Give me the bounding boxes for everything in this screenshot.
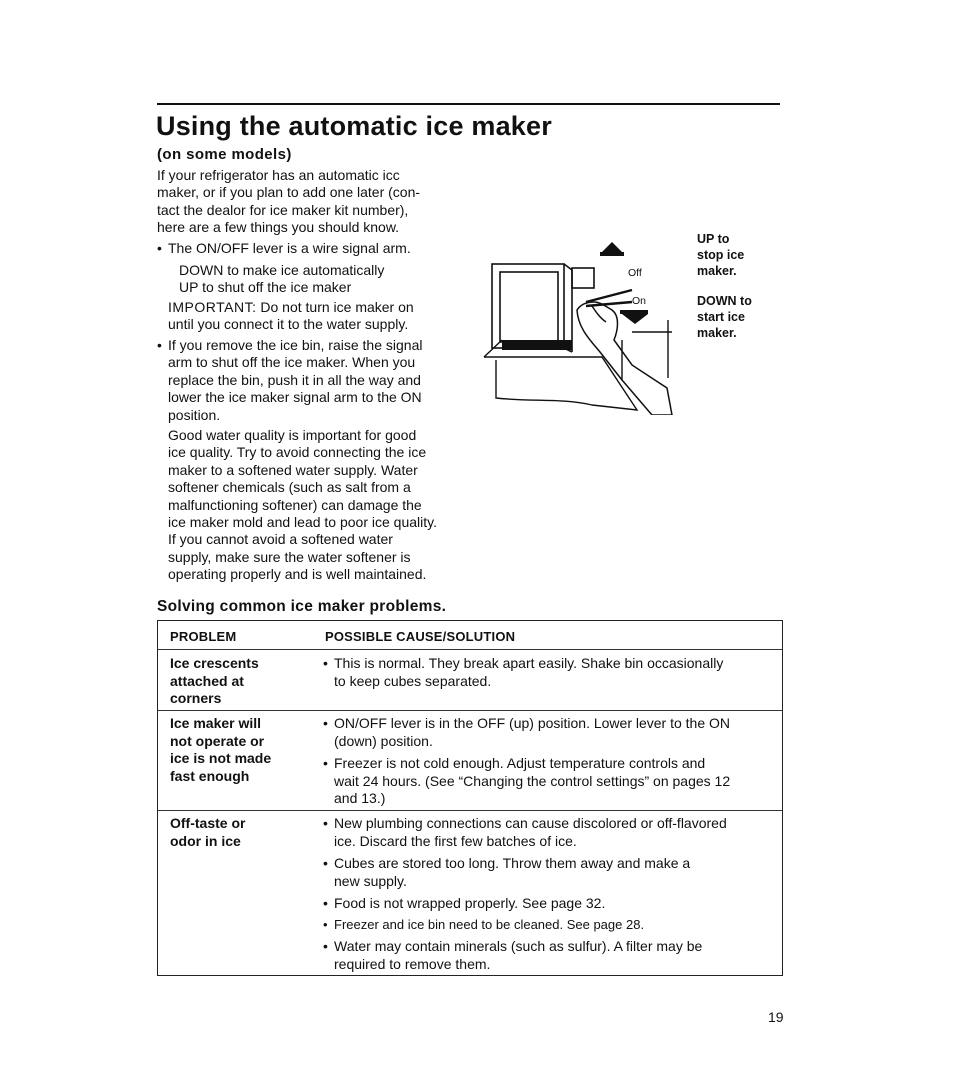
- water-line: supply, make sure the water softener is: [168, 548, 411, 565]
- solution-line: Food is not wrapped properly. See page 32.: [334, 895, 606, 911]
- water-quality-paragraph: [168, 427, 437, 584]
- caption-line: start ice: [697, 310, 745, 324]
- bullet-dot-icon: •: [323, 715, 328, 731]
- on-label: On: [632, 295, 647, 307]
- solution-item: [323, 855, 691, 890]
- bullet-text: The ON/OFF lever is a wire signal arm.: [168, 240, 411, 256]
- solution-line: wait 24 hours. (See “Changing the control settings” on pages 12: [334, 772, 731, 789]
- bullet-dot-icon: •: [157, 337, 162, 353]
- solution-item: [323, 715, 731, 750]
- intro-line: here are a few things you should know.: [157, 219, 400, 236]
- solution-item: [323, 655, 724, 690]
- solution-line: and 13.): [334, 790, 386, 806]
- solution-line: ice. Discard the first few batches of ice.: [334, 832, 577, 849]
- solution-line: required to remove them.: [334, 955, 491, 972]
- intro-paragraph: [157, 167, 420, 237]
- problem-cell: [170, 655, 259, 708]
- down-arrow-icon: [620, 310, 648, 324]
- solution-item: [323, 916, 645, 934]
- problem-line: ice is not made: [170, 750, 272, 766]
- bullet-dot-icon: •: [323, 917, 328, 932]
- important-label: IMPORTANT:: [168, 299, 257, 315]
- caption-line: maker.: [697, 326, 737, 340]
- water-line: Good water quality is important for good: [168, 427, 417, 443]
- solution-item: [323, 815, 727, 850]
- page-subtitle: (on some models): [157, 146, 292, 163]
- section-title: Solving common ice maker problems.: [157, 598, 447, 615]
- up-arrow-icon: [600, 242, 624, 256]
- bullet-dot-icon: •: [323, 655, 328, 671]
- problem-line: not operate or: [170, 732, 265, 749]
- water-line: If you cannot avoid a softened water: [168, 531, 393, 548]
- solution-line: Freezer and ice bin need to be cleaned. See page 28.: [334, 917, 645, 932]
- hand-icon: [577, 302, 672, 415]
- solution-line: New plumbing connections can cause discolored or off-flavored: [334, 815, 727, 831]
- solution-item: [323, 938, 703, 973]
- page-number: 19: [768, 1009, 784, 1025]
- solution-line: Water may contain minerals (such as sulfur). A filter may be: [334, 938, 703, 954]
- header-rule: [157, 103, 780, 105]
- water-line: maker to a softened water supply. Water: [168, 461, 418, 478]
- page-title: Using the automatic ice maker: [156, 111, 552, 141]
- off-label: Off: [628, 267, 642, 279]
- table-divider: [158, 710, 782, 711]
- problem-line: fast enough: [170, 767, 250, 784]
- bullet-line: replace the bin, push it in all the way and: [168, 371, 421, 388]
- important-text: Do not turn ice maker on: [256, 299, 414, 315]
- intro-line: tact the dealor for ice maker kit number),: [157, 201, 409, 218]
- intro-line: If your refrigerator has an automatic icc: [157, 167, 400, 183]
- solution-line: (down) position.: [334, 732, 433, 749]
- bullet-dot-icon: •: [323, 815, 328, 831]
- solution-item: [323, 755, 731, 808]
- problem-line: Ice maker will: [170, 715, 262, 731]
- bullet-lever: [157, 240, 411, 257]
- lever-down-line: DOWN to make ice automatically: [179, 262, 385, 278]
- caption-line: DOWN to: [697, 294, 752, 308]
- solution-line: This is normal. They break apart easily. Shake bin occasionally: [334, 655, 724, 671]
- bullet-dot-icon: •: [323, 755, 328, 771]
- table-divider: [158, 649, 782, 650]
- solution-line: to keep cubes separated.: [334, 672, 492, 689]
- caption-down: [697, 293, 752, 341]
- important-line: until you connect it to the water supply.: [168, 316, 409, 333]
- bullet-dot-icon: •: [323, 855, 328, 871]
- problem-line: Off-taste or: [170, 815, 246, 831]
- important-note: [168, 299, 414, 334]
- problem-cell: [170, 715, 271, 785]
- problem-line: corners: [170, 690, 222, 706]
- caption-line: stop ice: [697, 248, 745, 262]
- water-line: malfunctioning softener) can damage the: [168, 496, 422, 513]
- problem-line: Ice crescents: [170, 655, 259, 671]
- table-divider: [158, 810, 782, 811]
- water-line: ice maker mold and lead to poor ice quality.: [168, 514, 437, 531]
- solution-item: [323, 895, 606, 913]
- problem-table: [157, 620, 783, 976]
- caption-line: UP to: [697, 232, 730, 246]
- bullet-line: position.: [168, 406, 221, 423]
- bullet-line: If you remove the ice bin, raise the signal: [168, 337, 423, 353]
- solution-line: Freezer is not cold enough. Adjust temperature controls and: [334, 755, 706, 771]
- bullet-dot-icon: •: [323, 938, 328, 954]
- water-line: operating properly and is well maintained.: [168, 566, 427, 583]
- bullet-dot-icon: •: [323, 895, 328, 911]
- solution-line: ON/OFF lever is in the OFF (up) position. Lower lever to the ON: [334, 715, 731, 731]
- water-line: ice quality. Try to avoid connecting the ice: [168, 444, 427, 461]
- problem-cell: [170, 815, 245, 850]
- intro-line: maker, or if you plan to add one later (con-: [157, 184, 421, 201]
- ice-tray-icon: [502, 340, 572, 350]
- bullet-dot-icon: •: [157, 240, 162, 256]
- bullet-line: lower the ice maker signal arm to the ON: [168, 389, 422, 406]
- ice-maker-illustration: [482, 240, 682, 415]
- solution-line: Cubes are stored too long. Throw them away and make a: [334, 855, 691, 871]
- caption-up: [697, 231, 744, 279]
- solution-line: new supply.: [334, 872, 407, 889]
- header-solution: POSSIBLE CAUSE/SOLUTION: [325, 629, 516, 644]
- water-line: softener chemicals (such as salt from a: [168, 479, 411, 496]
- lever-up-line: UP to shut off the ice maker: [179, 279, 352, 295]
- bullet-line: arm to shut off the ice maker. When you: [168, 354, 416, 371]
- bullet-ice-bin: [157, 337, 423, 424]
- problem-line: attached at: [170, 672, 244, 689]
- header-problem: PROBLEM: [170, 629, 237, 644]
- problem-line: odor in ice: [170, 832, 241, 849]
- caption-line: maker.: [697, 264, 737, 278]
